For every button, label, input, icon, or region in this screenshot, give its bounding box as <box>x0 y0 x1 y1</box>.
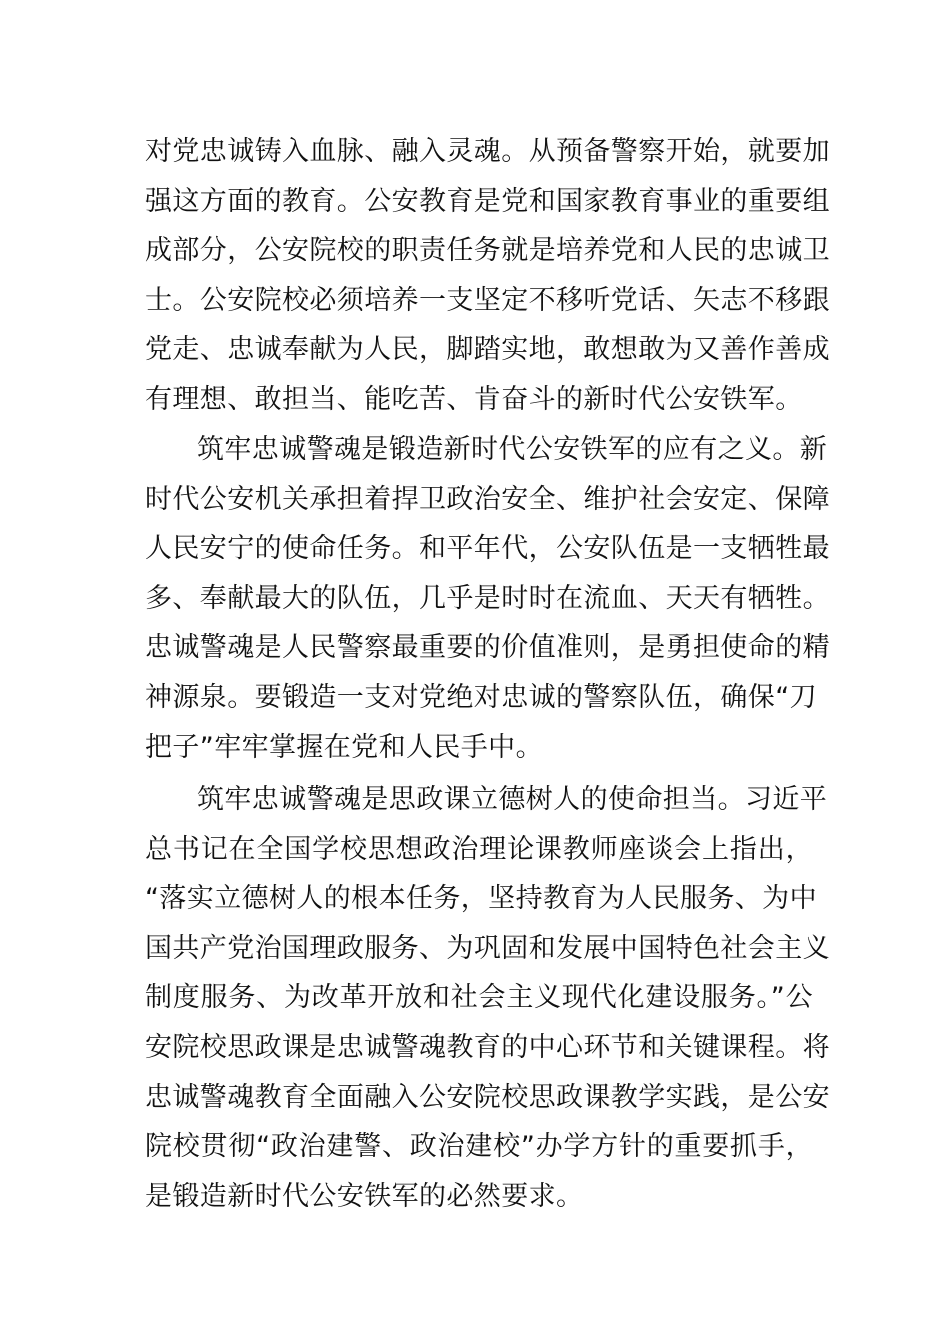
paragraph-loyalty-police-soul <box>145 425 830 772</box>
paragraph-ideological-course <box>145 775 830 1221</box>
text-line: 多、奉献最大的队伍，几乎是时时在流血、天天有牺牲。 <box>145 582 830 614</box>
text-line: 党走、忠诚奉献为人民，脚踏实地，敢想敢为又善作善成 <box>145 334 830 366</box>
text-line: 总书记在全国学校思想政治理论课教师座谈会上指出， <box>145 833 813 865</box>
text-line: 神源泉。要锻造一支对党绝对忠诚的警察队伍，确保“刀 <box>145 681 817 713</box>
text-line: 院校贯彻“政治建警、政治建校”办学方针的重要抓手， <box>145 1131 813 1163</box>
text-line: 士。公安院校必须培养一支坚定不移听党话、矢志不移跟 <box>145 284 830 316</box>
text-line: “落实立德树人的根本任务，坚持教育为人民服务、为中 <box>145 883 817 915</box>
text-line: 强这方面的教育。公安教育是党和国家教育事业的重要组 <box>145 185 830 217</box>
text-line: 忠诚警魂是人民警察最重要的价值准则，是勇担使命的精 <box>145 632 830 664</box>
text-line: 时代公安机关承担着捍卫政治安全、维护社会安定、保障 <box>145 483 830 515</box>
text-line: 成部分，公安院校的职责任务就是培养党和人民的忠诚卫 <box>145 235 830 267</box>
text-line: 筑牢忠诚警魂是思政课立德树人的使命担当。习近平 <box>197 784 828 815</box>
text-line: 人民安宁的使命任务。和平年代，公安队伍是一支牺牲最 <box>145 533 830 565</box>
text-line: 筑牢忠诚警魂是锻造新时代公安铁军的应有之义。新 <box>197 434 828 465</box>
text-line: 对党忠诚铸入血脉、融入灵魂。从预备警察开始，就要加 <box>145 136 830 167</box>
text-line: 是锻造新时代公安铁军的必然要求。 <box>145 1180 584 1212</box>
text-line: 忠诚警魂教育全面融入公安院校思政课教学实践，是公安 <box>145 1081 830 1113</box>
text-line: 制度服务、为改革开放和社会主义现代化建设服务。”公 <box>145 982 813 1014</box>
text-line: 把子”牢牢掌握在党和人民手中。 <box>145 731 543 763</box>
text-line: 有理想、敢担当、能吃苦、肯奋斗的新时代公安铁军。 <box>145 383 803 415</box>
text-line: 国共产党治国理政服务、为巩固和发展中国特色社会主义 <box>145 932 830 964</box>
paragraph-continued <box>145 127 830 425</box>
text-line: 安院校思政课是忠诚警魂教育的中心环节和关键课程。将 <box>145 1031 830 1063</box>
